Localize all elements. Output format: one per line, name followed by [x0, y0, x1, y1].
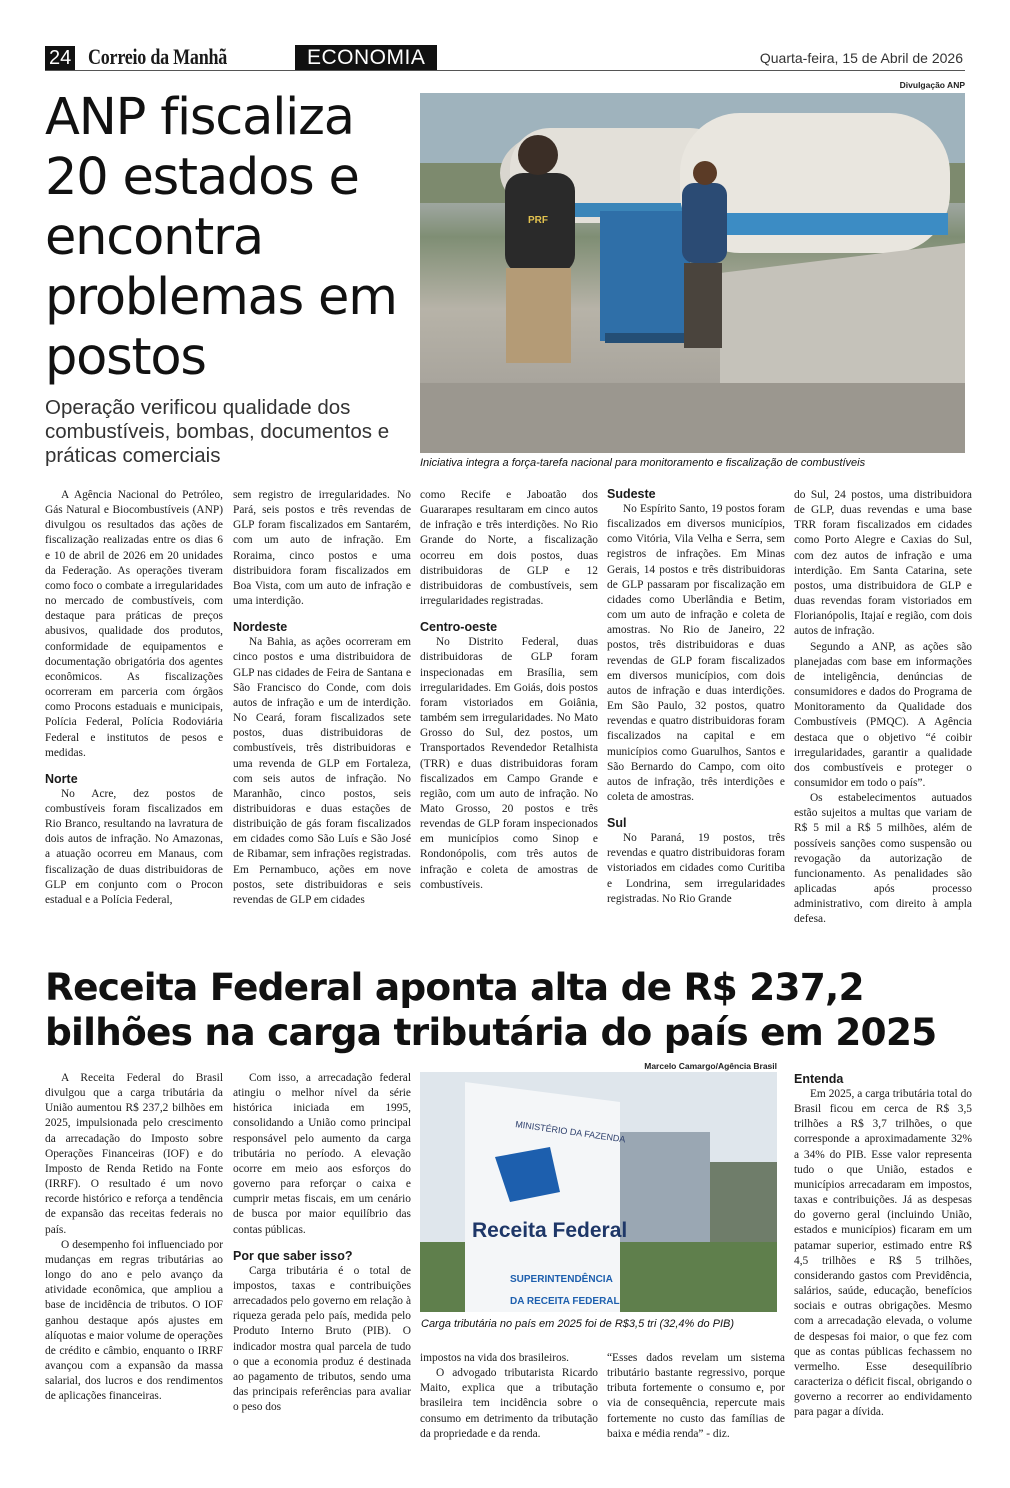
paragraph: No Acre, dez postos de combustíveis foram fiscalizados em Rio Branco, resultando na lavratura de dois autos de infração. No Amazonas, a atuação ocorreu em Manaus, com fiscalização de duas distribuidoras de GLP em conjunto com o Procon estadual e a Polícia Federal, — [45, 787, 223, 906]
article1-photo — [420, 93, 965, 453]
paragraph: A Agência Nacional do Petróleo, Gás Natural e Biocombustíveis (ANP) divulgou os resultados das ações de fiscalização realizadas entre os dias 6 e 10 de abril de 2026 em 20 unidades da Federação. As operações tiveram como foco o combate a irregularidades no mercado de combustíveis, com destaque para práticas de preços abusivos, qualidade dos produtos, conformidade de equipamentos e documentação obrigatória dos agentes econômicos. As fiscalizações ocorreram em parceria com órgãos como Procons estaduais e municipais, Polícia Federal, Polícia Rodoviária Federal e institutos de pesos e medidas. — [45, 489, 223, 759]
sign-name: Receita Federal — [472, 1219, 628, 1242]
paragraph: A Receita Federal do Brasil divulgou que a carga tributária da União aumentou R$ 237,2 bilhões em 2025, impulsionada pelo crescimento da arrecadação do Imposto sobre Operações Financeiras (IOF) e do Imposto de Renda Retido na Fonte (IRRF). O resultado é um novo recorde histórico e reforça a tendência de expansão das receitas federais no país. — [45, 1072, 223, 1236]
page-number: 24 — [45, 46, 75, 70]
paragraph: Em 2025, a carga tributária total do Brasil ficou em cerca de R$ 3,5 trilhões a R$ 3,7 trilhões, o que corresponde a aproximadamente 32% a 34% do PIB. Esse valor representa tudo o que União, estados e municípios arrecadaram em impostos, taxas e contribuições. Já as despesas do governo geral (incluindo União, estados e municípios) ficaram em um patamar superior, estimado entre R$ 4,5 trilhões e R$ 5 trilhões, considerando gastos com Previdência, salários, saúde, educação, benefícios sociais e outras obrigações. Mesmo com a arrecadação elevada, o volume de despesas foi maior, o que fez com que as contas públicas fechassem no vermelho. Esse desequilíbrio caracteriza o déficit fiscal, obrigando o governo a recorrer ao endividamento para pagar a dívida. — [794, 1088, 972, 1419]
paragraph: “Esses dados revelam um sistema tributário bastante regressivo, porque tributa fortemente o consumo e, por via de consequência, repercute mais fortemente no custo das famílias de baixa e média renda” - diz. — [607, 1352, 785, 1440]
article2-column-4 — [607, 1351, 785, 1442]
paragraph: impostos na vida dos brasileiros. — [420, 1352, 570, 1364]
article2-photo-credit: Marcelo Camargo/Agência Brasil — [644, 1061, 777, 1071]
article2-photo — [420, 1072, 777, 1312]
paragraph: do Sul, 24 postos, uma distribuidora de GLP, duas revendas e uma base TRR foram fiscalizados em cidades como Porto Alegre e Caxias do Sul, com dez autos de infração e uma interdição. Em Santa Catarina, sete postos, uma distribuidora de GLP e duas revendas foram vistoriados em Florianópolis, Itajaí e região, com dois autos de infração. — [794, 489, 972, 638]
paragraph: No Paraná, 19 postos, três revendas e quatro distribuidoras foram vistoriados em cidades como Curitiba e Londrina, sem irregularidades registradas. No Rio Grande — [607, 832, 785, 905]
paragraph: sem registro de irregularidades. No Pará, seis postos e três revendas de GLP foram fiscalizados em Santarém, com um auto de infração. Em Roraima, cinco postos e uma distribuidora foram fiscalizados em Boa Vista, com um auto de infração e uma interdição. — [233, 489, 411, 608]
subhead-centro-oeste: Centro-oeste — [420, 620, 498, 635]
article1-subheadline: Operação verificou qualidade dos combustíveis, bombas, documentos e práticas comerciais — [45, 396, 390, 467]
article2-column-2 — [233, 1071, 411, 1415]
article1-column-2 — [233, 488, 411, 908]
article1-column-5 — [794, 488, 972, 928]
article2-column-3 — [420, 1351, 598, 1442]
issue-date: Quarta-feira, 15 de Abril de 2026 — [759, 50, 963, 66]
article2-headline: Receita Federal aponta alta de R$ 237,2 bilhões na carga tributária do país em 2025 — [45, 965, 937, 1054]
sign-line1: SUPERINTENDÊNCIA — [510, 1274, 613, 1285]
newspaper-name: Correio da Manhã — [88, 44, 228, 69]
article1-column-1 — [45, 488, 223, 908]
subhead-por-que-saber: Por que saber isso? — [233, 1248, 353, 1263]
paragraph: O advogado tributarista Ricardo Maito, explica que a tributação brasileira tem incidência sobre o consumo em detrimento da tributação da propriedade e da renda. — [420, 1367, 598, 1440]
article2-column-5 — [794, 1071, 972, 1420]
paragraph: No Distrito Federal, duas distribuidoras de GLP foram inspecionadas em Brasília, sem irregularidades. Em Goiás, dois postos foram vistoriados em Goiânia, também sem irregularidades. No Mato Grosso do Sul, dez postos, um Transportados Revendedor Retalhista (TRR) e duas distribuidoras foram fiscalizados em Campo Grande e região, com um auto de infração. No Mato Grosso, 20 postos e três revendas de GLP foram inspecionados em municípios como Sinop e Rondonópolis, com três autos de infração e coleta de amostras de combustíveis. — [420, 636, 598, 891]
article1-photo-caption: Iniciativa integra a força-tarefa nacional para monitoramento e fiscalização de combustíveis — [420, 457, 866, 469]
receita-federal-sign-image — [420, 1072, 777, 1312]
paragraph: como Recife e Jaboatão dos Guararapes resultaram em cinco autos de infração e três interdições. No Rio Grande do Norte, a fiscalização ocorreu em dois postos, duas distribuidoras de GLP e 12 distribuidoras de combustíveis, sem irregularidades registradas. — [420, 489, 598, 608]
section-label: ECONOMIA — [295, 45, 437, 70]
header-rule — [45, 70, 965, 71]
article1-headline: ANP fiscaliza 20 estados e encontra problemas em postos — [45, 88, 397, 387]
paragraph: Os estabelecimentos autuados estão sujeitos a multas que variam de R$ 5 mil a R$ 5 milhões, além de possíveis sanções como suspensão ou revogação da autorização de funcionamento. As penalidades são aplicadas após processo administrativo, com direito à ampla defesa. — [794, 792, 972, 926]
article1-column-4 — [607, 486, 785, 907]
paragraph: Com isso, a arrecadação federal atingiu o melhor nível da série histórica iniciada em 1995, consolidando a União como principal responsável pelo aumento da carga tributária no período. A elevação ocorre em meio aos esforços do governo para reforçar o caixa e cumprir metas fiscais, em um cenário de busca por maior equilíbrio das contas públicas. — [233, 1072, 411, 1236]
paragraph: Segundo a ANP, as ações são planejadas com base em informações de inteligência, denúncias de consumidores e dados do Programa de Monitoramento da Qualidade dos Combustíveis (PMQC). A Agência destaca que o objetivo “é coibir irregularidades, garantir a qualidade dos combustíveis e proteger o consumidor em todo o país”. — [794, 640, 972, 789]
article1-column-3 — [420, 488, 598, 893]
article2-photo-caption: Carga tributária no país em 2025 foi de R$3,5 tri (32,4% do PIB) — [421, 1318, 735, 1330]
subhead-sudeste: Sudeste — [607, 487, 656, 501]
vest-label: PRF — [528, 215, 548, 226]
paragraph: O desempenho foi influenciado por mudanças em regras tributárias ao longo do ano e pelo avanço da atividade econômica, que ampliou a base de incidência de tributos. O IOF ganhou destaque após ajustes em alíquotas e maior volume de operações de crédito e câmbio, enquanto o IRRF avançou com a expansão da massa salarial, dos lucros e dos rendimentos de aplicações financeiras. — [45, 1238, 223, 1403]
paragraph: Carga tributária é o total de impostos, taxas e contribuições arrecadados pelo governo em relação à riqueza gerada pelo país, medida pelo Produto Interno Bruto (PIB). O indicador mostra qual parcela de tudo o que a economia produz é destinada ao pagamento de tributos, sendo uma das principais referências para avaliar o peso dos — [233, 1264, 411, 1414]
subhead-nordeste: Nordeste — [233, 620, 288, 635]
article1-photo-credit: Divulgação ANP — [899, 80, 965, 90]
article2-column-1 — [45, 1071, 223, 1404]
subhead-entenda: Entenda — [794, 1072, 844, 1086]
paragraph: Na Bahia, as ações ocorreram em cinco postos e uma distribuidora de GLP nas cidades de Feira de Santana e São Francisco do Conde, com dois autos de infração e um de interdição. No Ceará, foram fiscalizados sete postos, duas distribuidoras de combustíveis, três distribuidoras e uma revenda de GLP em Fortaleza, com seis autos de infração. No Maranhão, cinco postos, seis distribuidoras e duas estações de distribuição de gás foram fiscalizados em cidades como São Luís e São José de Ribamar, sem infrações registradas. Em Pernambuco, ações em nove postos, sete distribuidoras e seis revendas de GLP em cidades — [233, 636, 411, 906]
sign-ministry: MINISTÉRIO DA FAZENDA — [514, 1119, 627, 1145]
subhead-sul: Sul — [607, 816, 627, 831]
subhead-norte: Norte — [45, 771, 78, 786]
paragraph: No Espírito Santo, 19 postos foram fiscalizados em diversos municípios, como Vitória, Vila Velha e Serra, sem registros de infrações. Em Minas Gerais, 14 postos e três distribuidoras de GLP passaram por fiscalização em cidades como Uberlândia e Betim, com um auto de infração e coleta de amostras. No Rio de Janeiro, 22 postos, três distribuidoras e duas revendas de GLP foram fiscalizados em diversos municípios, com dois autos de infração e duas interdições. Em São Paulo, 32 postos, quatro revendas e quatro distribuidoras foram fiscalizados na capital e em municípios como Guarulhos, Santos e São Bernardo do Campo, com oito autos de infração, três interdições e coleta de amostras. — [607, 503, 785, 803]
fuel-tank-inspection-image — [420, 93, 965, 453]
sign-line2: DA RECEITA FEDERAL — [510, 1296, 620, 1307]
